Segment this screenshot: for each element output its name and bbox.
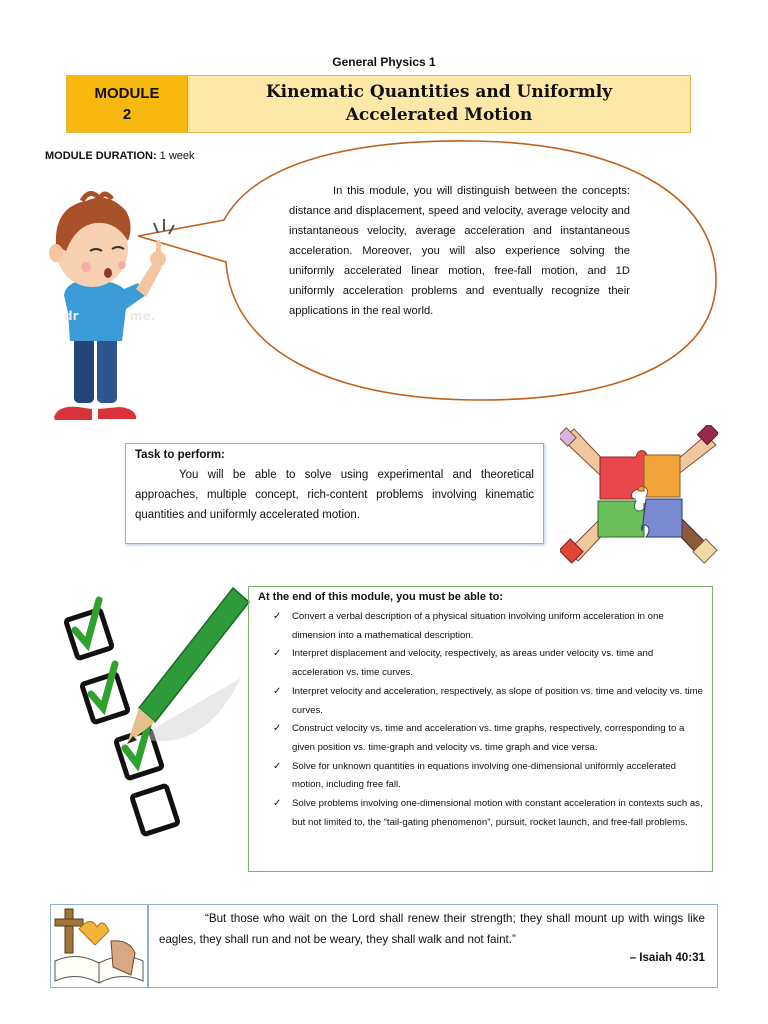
check-icon: ✓ — [273, 685, 282, 697]
module-label: MODULE — [94, 85, 160, 102]
verse-quote: “But those who wait on the Lord shall renew their strength; they shall mount up with wings like eagles, they shall run and not be weary, they shall walk and not faint.” — [159, 912, 705, 946]
objective-item: ✓ Convert a verbal description of a physical situation involving uniform acceleration in one dimension into a mathematical description. — [273, 608, 705, 645]
task-body: You will be able to solve using experimental and theoretical approaches, multiple concept, rich-content problems involving kinematic quantities and uniformly accelerated motion. — [135, 469, 534, 521]
duration-value: 1 week — [156, 150, 195, 162]
task-box — [125, 443, 544, 544]
check-icon: ✓ — [273, 723, 282, 735]
objective-item: ✓ Solve for unknown quantities in equations involving one-dimensional uniformly accelerated motion, including free fall. — [273, 758, 705, 795]
module-number: 2 — [122, 106, 132, 123]
objective-item: ✓ Interpret velocity and acceleration, respectively, as slope of position vs. time and velocity vs. time curves. — [273, 683, 705, 720]
objective-item: ✓ Interpret displacement and velocity, respectively, as areas under velocity vs. time and acceleration vs. time curves. — [273, 645, 705, 682]
objectives-heading: At the end of this module, you must be able to: — [258, 591, 504, 603]
intro-paragraph: In this module, you will distinguish between the concepts: distance and displacement, speed and velocity, average velocity and instantaneous velocity, average acceleration and instantaneous acceleration. Moreover, you will also experience solving the uniformly accelerated linear motion, free-fall motion, and 1D uniformly acceleration problems and eventually recognize their applications in the real world. — [289, 185, 630, 317]
checklist-pencil-illustration — [55, 580, 250, 865]
module-title-line1: Kinematic Quantities and Uniformly — [265, 82, 613, 102]
puzzle-hands-illustration — [560, 425, 718, 565]
verse-reference: – Isaiah 40:31 — [629, 951, 705, 964]
boy-pointing-illustration — [30, 185, 210, 430]
svg-text:dr: dr — [64, 309, 79, 323]
verse-box — [148, 904, 718, 988]
bible-cross-icon — [51, 905, 147, 987]
bible-cross-illustration — [50, 904, 148, 988]
duration-label: MODULE DURATION: — [45, 150, 157, 162]
check-icon: ✓ — [273, 760, 282, 772]
objectives-list — [273, 608, 705, 832]
objectives-box — [248, 586, 713, 872]
objective-item: ✓ Construct velocity vs. time and acceleration vs. time graphs, respectively, corresponding to a given position vs. time-graph and velocity vs. time graph and vice versa. — [273, 720, 705, 757]
objective-item: ✓ Solve problems involving one-dimensional motion with constant acceleration in contexts such as, but not limited to, the “tail-gating phenomenon”, pursuit, rocket launch, and free-fall problems. — [273, 795, 705, 832]
check-icon: ✓ — [273, 798, 282, 810]
check-icon: ✓ — [273, 611, 282, 622]
check-icon: ✓ — [273, 648, 282, 660]
course-title: General Physics 1 — [332, 55, 436, 69]
svg-text:me.: me. — [130, 309, 156, 323]
task-heading: Task to perform: — [135, 449, 225, 461]
module-title-line2: Accelerated Motion — [345, 105, 533, 125]
